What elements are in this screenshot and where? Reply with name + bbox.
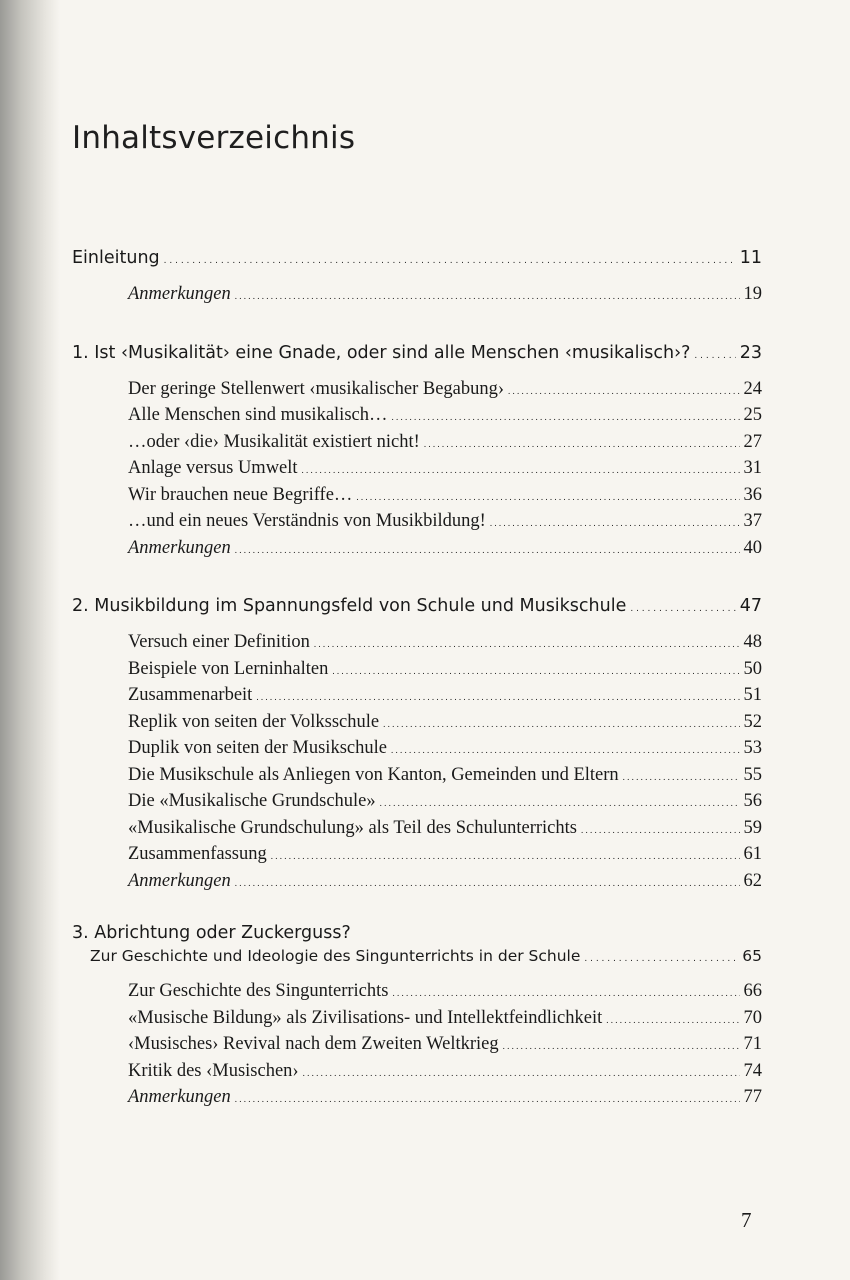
- toc-entry-label: Duplik von seiten der Musikschule: [128, 738, 387, 758]
- toc-entry[interactable]: [128, 685, 762, 712]
- toc-page-number: 55: [743, 764, 762, 785]
- toc-page-number: 48: [743, 632, 762, 652]
- toc-chapter-label: Einleitung: [72, 248, 160, 268]
- toc-page-number: 24: [743, 378, 762, 399]
- leader-dots: [392, 981, 739, 1002]
- leader-dots: [508, 379, 739, 400]
- toc-chapter-label: 2. Musikbildung im Spannungsfeld von Schule und Musikschule: [72, 596, 627, 616]
- toc-page-number: 51: [743, 685, 762, 705]
- spacer: [72, 905, 762, 923]
- toc-entry-label: Beispiele von Lerninhalten: [128, 658, 329, 679]
- toc-chapter-2: [72, 596, 762, 897]
- toc-entries: [72, 284, 762, 311]
- leader-dots: [584, 947, 738, 965]
- toc-entry-label: Replik von seiten der Volksschule: [128, 711, 380, 732]
- toc-entry-label: Wir brauchen neue Begriffe…: [128, 484, 353, 505]
- leader-dots: [235, 871, 740, 892]
- toc-entry[interactable]: [128, 712, 762, 739]
- toc-entry-label: Zur Geschichte des Singunterrichts: [128, 981, 389, 1001]
- toc-entry[interactable]: [128, 538, 762, 565]
- toc-entry[interactable]: [128, 844, 762, 871]
- toc-chapter-3: [72, 923, 762, 1114]
- toc-entry-label: Alle Menschen sind musikalisch…: [128, 405, 388, 425]
- toc-entry[interactable]: [128, 405, 762, 432]
- toc-entry-label: …oder ‹die› Musikalität existiert nicht!: [128, 431, 420, 452]
- toc-entry-label: Der geringe Stellenwert ‹musikalischer Begabung›: [128, 378, 505, 399]
- toc-entries: [72, 379, 762, 565]
- toc-chapter-1: [72, 343, 762, 565]
- toc-entry[interactable]: [128, 1061, 762, 1088]
- leader-dots: [164, 248, 736, 268]
- toc-page-number: 31: [743, 458, 762, 478]
- page-number: 7: [741, 1208, 752, 1232]
- toc-intro: [72, 248, 762, 311]
- leader-dots: [256, 685, 739, 706]
- toc-entry[interactable]: [128, 379, 762, 406]
- toc-page-number: 62: [743, 870, 762, 891]
- leader-dots: [332, 659, 739, 680]
- toc-entry-label: «Musikalische Grundschulung» als Teil des Schulunterrichts: [128, 817, 577, 838]
- toc-entry-label: Anmerkungen: [128, 284, 231, 304]
- toc-page-number: 40: [743, 537, 762, 558]
- toc-entry[interactable]: [128, 1008, 762, 1035]
- toc-entry[interactable]: [128, 738, 762, 765]
- toc-page-number: 47: [739, 596, 762, 616]
- toc-entry-label: Die «Musikalische Grundschule»: [128, 791, 376, 811]
- leader-dots: [694, 343, 735, 363]
- leader-dots: [380, 791, 740, 812]
- spacer: [72, 319, 762, 343]
- leader-dots: [490, 511, 740, 532]
- leader-dots: [581, 818, 740, 839]
- toc-chapter-label[interactable]: 3. Abrichtung oder Zuckerguss?: [72, 923, 351, 943]
- toc-page-number: 71: [743, 1034, 762, 1054]
- toc-chapter-subtitle: Zur Geschichte und Ideologie des Singunterrichts in der Schule: [90, 947, 581, 965]
- toc-chapter-row[interactable]: [72, 248, 762, 276]
- toc-entry[interactable]: [128, 871, 762, 898]
- toc-page-number: 23: [739, 342, 762, 363]
- leader-dots: [235, 284, 740, 305]
- toc-page-number: 25: [743, 405, 762, 425]
- toc-entry-label: …und ein neues Verständnis von Musikbildung!: [128, 511, 486, 531]
- toc-page-number: 66: [743, 981, 762, 1001]
- leader-dots: [235, 1087, 740, 1108]
- leader-dots: [303, 1061, 740, 1082]
- toc-page-number: 19: [743, 284, 762, 304]
- toc-entry[interactable]: [128, 818, 762, 845]
- toc-entry[interactable]: [128, 432, 762, 459]
- toc-entry-label: Anmerkungen: [128, 1087, 231, 1107]
- toc-entry-label: «Musische Bildung» als Zivilisations- und Intellektfeindlichkeit: [128, 1007, 603, 1028]
- toc-page-number: 59: [743, 817, 762, 838]
- toc-entry-label: Die Musikschule als Anliegen von Kanton, Gemeinden und Eltern: [128, 764, 619, 785]
- leader-dots: [623, 765, 740, 786]
- toc-chapter-row[interactable]: [72, 343, 762, 371]
- toc-page-number: 65: [742, 947, 762, 965]
- toc-entries: [72, 632, 762, 897]
- toc-entry-label: Zusammenfassung: [128, 844, 267, 864]
- toc-entry[interactable]: [128, 485, 762, 512]
- leader-dots: [503, 1034, 740, 1055]
- toc-page-number: 56: [743, 791, 762, 811]
- toc-page-number: 50: [743, 658, 762, 679]
- leader-dots: [356, 485, 739, 506]
- toc-page-number: 61: [743, 844, 762, 864]
- toc-entry[interactable]: [128, 458, 762, 485]
- toc-entry[interactable]: [128, 1087, 762, 1114]
- toc-entry[interactable]: [128, 981, 762, 1008]
- toc-entry-label: ‹Musisches› Revival nach dem Zweiten Weltkrieg: [128, 1034, 499, 1054]
- leader-dots: [606, 1008, 739, 1029]
- toc-entry-label: Anmerkungen: [128, 870, 231, 891]
- toc-entry-label: Kritik des ‹Musischen›: [128, 1060, 299, 1081]
- page-gutter-shadow: [0, 0, 60, 1280]
- toc-entries: [72, 981, 762, 1114]
- toc-entry[interactable]: [128, 659, 762, 686]
- toc-chapter-label: 1. Ist ‹Musikalität› eine Gnade, oder sind alle Menschen ‹musikalisch›?: [72, 342, 691, 363]
- toc-page-number: 77: [743, 1087, 762, 1107]
- toc-entry[interactable]: [128, 284, 762, 311]
- toc-entry[interactable]: [128, 765, 762, 792]
- spacer: [72, 572, 762, 596]
- toc-entry[interactable]: [128, 632, 762, 659]
- toc-entry-label: Anmerkungen: [128, 537, 231, 558]
- toc-page-number: 37: [743, 511, 762, 531]
- toc-entry[interactable]: [128, 511, 762, 538]
- toc-entry[interactable]: [128, 791, 762, 818]
- toc-page-number: 74: [743, 1060, 762, 1081]
- toc-page-number: 11: [739, 248, 762, 268]
- leader-dots: [391, 405, 739, 426]
- toc-page-number: 27: [743, 431, 762, 452]
- leader-dots: [424, 432, 740, 453]
- toc-page-number: 70: [743, 1007, 762, 1028]
- leader-dots: [235, 538, 740, 559]
- leader-dots: [314, 632, 740, 653]
- toc-chapter-row[interactable]: [72, 596, 762, 624]
- toc-entry-label: Zusammenarbeit: [128, 685, 253, 705]
- leader-dots: [383, 712, 739, 733]
- toc-chapter-row[interactable]: [72, 947, 762, 973]
- leader-dots: [271, 844, 740, 865]
- page-title: Inhaltsverzeichnis: [72, 120, 356, 156]
- table-of-contents: [72, 248, 762, 1122]
- toc-entry-label: Versuch einer Definition: [128, 632, 310, 652]
- toc-page-number: 52: [743, 711, 762, 732]
- toc-entry[interactable]: [128, 1034, 762, 1061]
- leader-dots: [391, 738, 740, 759]
- leader-dots: [302, 458, 740, 479]
- toc-page-number: 36: [743, 484, 762, 505]
- toc-entry-label: Anlage versus Umwelt: [128, 458, 298, 478]
- toc-page-number: 53: [743, 738, 762, 758]
- leader-dots: [630, 596, 735, 616]
